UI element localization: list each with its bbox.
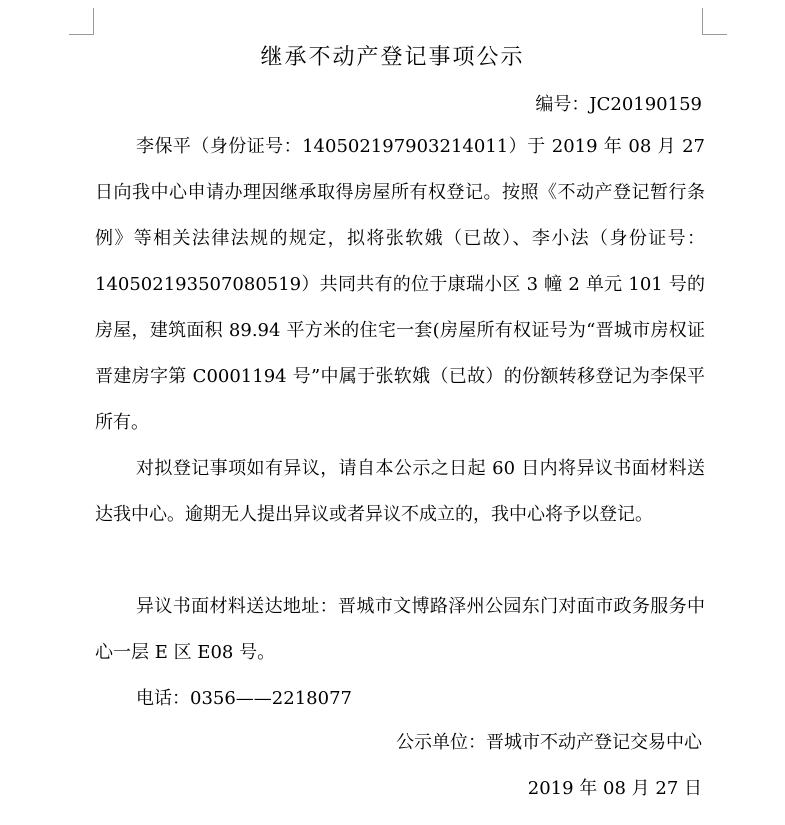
paragraph-objection: 对拟登记事项如有异议，请自本公示之日起 60 日内将异议书面材料送达我中心。逾期无人提出异议或者异议不成立的，我中心将予以登记。: [95, 458, 705, 525]
paragraph-phone: 电话：0356——2218077: [136, 688, 352, 709]
page-corner-mark-top-left: [69, 8, 94, 35]
issue-date: 2019 年 08 月 27 日: [527, 778, 702, 799]
issuer: 公示单位：晋城市不动产登记交易中心: [396, 732, 702, 753]
paragraph-main: 李保平（身份证号：140502197903214011）于 2019 年 08 月 27 日向我中心申请办理因继承取得房屋所有权登记。按照《不动产登记暂行条例》等相关法律法规的规定，拟将张软娥（已故）、李小法（身份证号：140502193507080519）共同共有的位于康瑞小区 3 幢 2 单元 101 号的房屋，建筑面积 89.94 平方米的住宅一套(房屋所有权证号为“晋城市房权证晋建房字第 C0001194 号”中属于张软娥（已故）的份额转移登记为李保平所有。: [95, 136, 705, 433]
document-number: 编号：JC20190159: [535, 94, 702, 115]
page-corner-mark-top-right: [702, 8, 727, 35]
document-title: 继承不动产登记事项公示: [260, 45, 525, 70]
paragraph-address: 异议书面材料送达地址：晋城市文博路泽州公园东门对面市政务服务中心一层 E 区 E08 号。: [95, 596, 705, 663]
